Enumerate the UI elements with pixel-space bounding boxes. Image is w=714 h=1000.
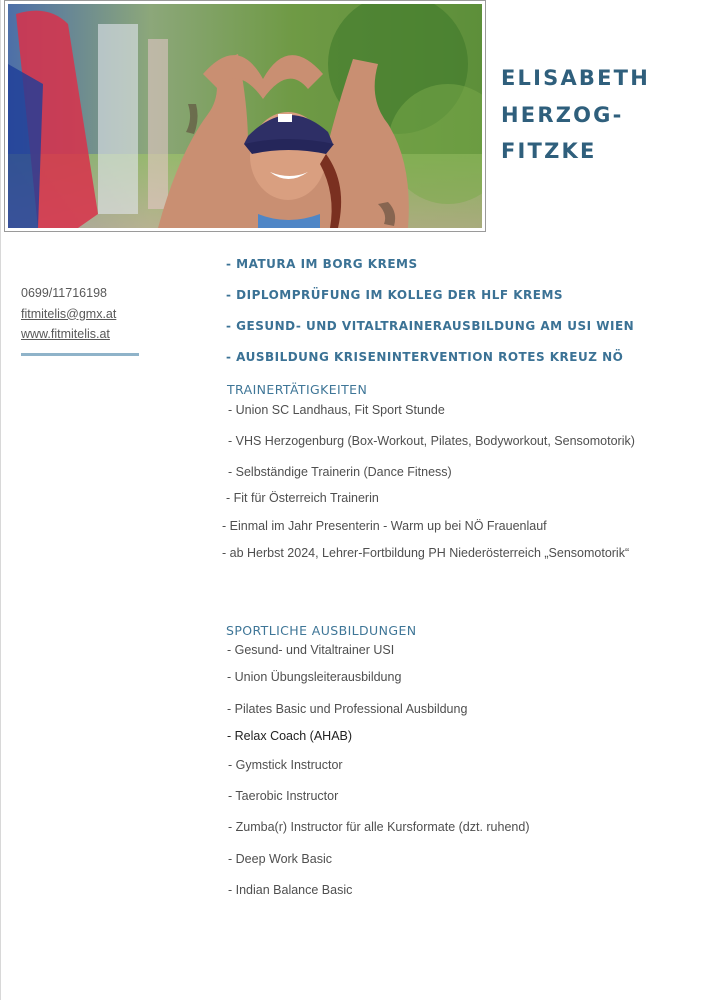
education-item-3: - GESUND- UND VITALTRAINERAUSBILDUNG AM USI WIEN — [226, 319, 635, 333]
contact-divider — [21, 353, 139, 356]
page-edge — [0, 0, 1, 1000]
education-item-2: - DIPLOMPRÜFUNG IM KOLLEG DER HLF KREMS — [226, 288, 564, 302]
trainer-item-3: - Selbständige Trainerin (Dance Fitness) — [228, 465, 452, 479]
sport-item-8: - Deep Work Basic — [228, 852, 332, 866]
sport-item-5: - Gymstick Instructor — [228, 758, 343, 772]
sport-item-9: - Indian Balance Basic — [228, 883, 353, 897]
trainer-item-4: - Fit für Österreich Trainerin — [226, 491, 379, 505]
trainer-item-1: - Union SC Landhaus, Fit Sport Stunde — [228, 403, 445, 417]
name-line-2: HERZOG- — [501, 102, 624, 127]
sport-item-6: - Taerobic Instructor — [228, 789, 339, 803]
sport-item-3: - Pilates Basic und Professional Ausbildung — [227, 702, 468, 716]
contact-block — [21, 283, 116, 345]
sport-item-4: - Relax Coach (AHAB) — [227, 729, 353, 743]
trainer-heading: TRAINERTÄTIGKEITEN — [227, 382, 368, 397]
education-item-1: - MATURA IM BORG KREMS — [226, 257, 418, 271]
education-item-4: - AUSBILDUNG KRISENINTERVENTION ROTES KREUZ NÖ — [226, 350, 624, 364]
sport-item-1: - Gesund- und Vitaltrainer USI — [227, 643, 395, 657]
trainer-item-5: - Einmal im Jahr Presenterin - Warm up bei NÖ Frauenlauf — [222, 519, 547, 533]
sport-item-7: - Zumba(r) Instructor für alle Kursformate (dzt. ruhend) — [228, 820, 530, 834]
website-link[interactable]: www.fitmitelis.at — [21, 327, 110, 341]
email-link[interactable]: fitmitelis@gmx.at — [21, 306, 117, 321]
sport-item-2: - Union Übungsleiterausbildung — [227, 670, 402, 684]
trainer-item-2: - VHS Herzogenburg (Box-Workout, Pilates, Bodyworkout, Sensomotorik) — [228, 434, 635, 448]
profile-photo-image — [8, 4, 482, 228]
person-name — [501, 60, 701, 170]
trainer-item-6: - ab Herbst 2024, Lehrer-Fortbildung PH Niederösterreich „Sensomotorik“ — [222, 546, 630, 560]
name-line-3: FITZKE — [501, 139, 597, 163]
profile-photo — [4, 0, 486, 232]
phone-number: 0699/11716198 — [21, 286, 107, 300]
sport-heading: SPORTLICHE AUSBILDUNGEN — [226, 623, 417, 638]
name-line-1: ELISABETH — [501, 66, 650, 90]
